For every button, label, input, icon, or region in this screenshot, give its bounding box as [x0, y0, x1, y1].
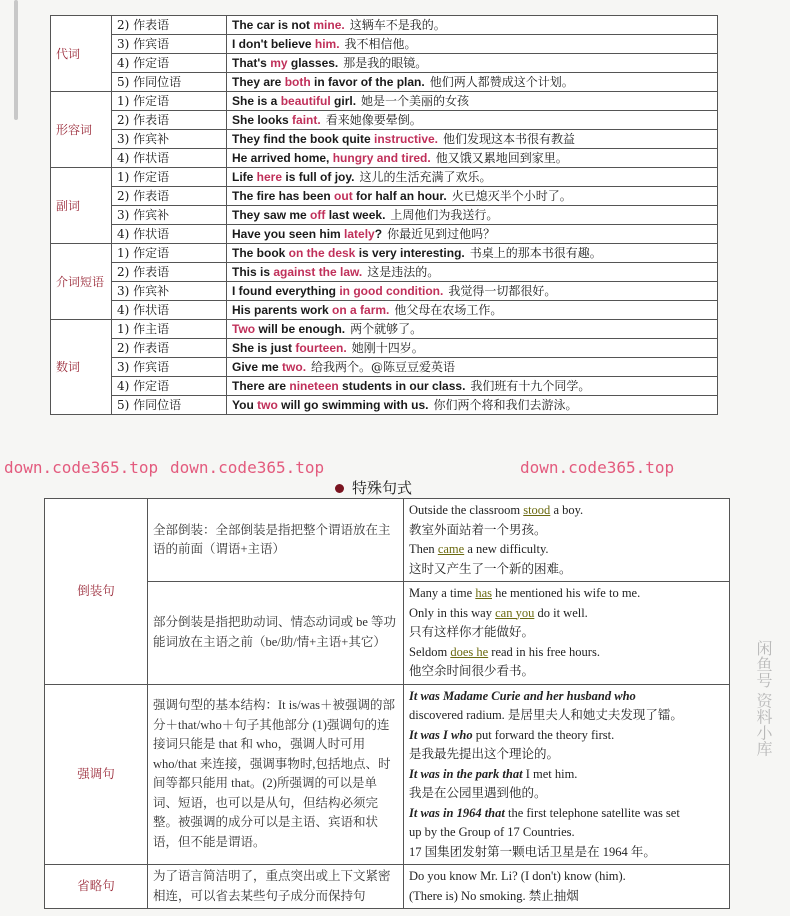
- example-text: I met him.: [522, 766, 578, 781]
- example-text: mine.: [313, 18, 345, 32]
- example-text: has: [475, 586, 492, 600]
- translation: 两个就够了。: [350, 322, 423, 336]
- example-text: nineteen: [289, 379, 339, 393]
- example-text: She looks: [232, 113, 293, 127]
- example-text: out: [334, 189, 353, 203]
- category-cell: 强调句: [45, 684, 148, 865]
- example-cell: [227, 206, 718, 225]
- example-line: [409, 604, 724, 624]
- example-text: Do you know Mr. Li? (I don't) know (him).: [409, 869, 626, 883]
- table-row: [51, 187, 718, 206]
- example-line: [409, 501, 724, 521]
- example-text: fourteen.: [295, 341, 347, 355]
- role-cell: 5) 作同位语: [112, 73, 227, 92]
- example-text: put forward the theory first.: [472, 727, 615, 742]
- role-cell: 1) 作定语: [112, 92, 227, 111]
- role-cell: 1) 作定语: [112, 168, 227, 187]
- table-row: [51, 339, 718, 358]
- example-line: [409, 765, 724, 785]
- example-text: here: [256, 170, 283, 184]
- example-text: 这时又产生了一个新的困难。: [409, 561, 572, 576]
- table-row: [51, 282, 718, 301]
- translation: 看来她像要晕倒。: [325, 113, 422, 127]
- translation: 这儿的生活充满了欢乐。: [359, 170, 492, 184]
- example-text: on the desk: [288, 246, 356, 260]
- table-row: [51, 168, 718, 187]
- example-cell: [227, 396, 718, 415]
- example-text: glasses.: [287, 56, 339, 70]
- table-row: [51, 377, 718, 396]
- example-line: [409, 662, 724, 682]
- role-cell: 4) 作状语: [112, 301, 227, 320]
- example-text: two: [257, 398, 278, 412]
- example-text: Only in this way: [409, 605, 496, 620]
- table-row: [45, 865, 730, 909]
- translation: 她是一个美丽的女孩: [361, 94, 470, 108]
- example-cell: [404, 865, 730, 909]
- table-row: [45, 582, 730, 685]
- example-text: 教室外面站着一个男孩。: [409, 522, 547, 537]
- example-line: [409, 706, 724, 726]
- example-text: off: [310, 208, 326, 222]
- translation: 你最近见到过他吗？: [387, 227, 496, 241]
- table-row: [51, 35, 718, 54]
- table-row: [51, 320, 718, 339]
- category-cell: 倒装句: [45, 499, 148, 685]
- example-cell: [404, 582, 730, 685]
- table-row: [51, 206, 718, 225]
- bullet-icon: [335, 484, 344, 493]
- example-text: in good condition.: [339, 284, 444, 298]
- example-line: [409, 823, 724, 843]
- special-sentence-table: [44, 498, 730, 909]
- example-cell: [227, 358, 718, 377]
- table-row: [51, 244, 718, 263]
- example-cell: [227, 301, 718, 320]
- table-row: [45, 684, 730, 865]
- example-cell: [227, 282, 718, 301]
- translation: 他又饿又累地回到家里。: [435, 151, 568, 165]
- example-cell: [227, 263, 718, 282]
- category-cell: 省略句: [45, 865, 148, 909]
- example-text: His parents work: [232, 303, 333, 317]
- translation: 他父母在农场工作。: [394, 303, 503, 317]
- example-line: [409, 687, 724, 707]
- example-text: the first telephone satellite was set: [504, 805, 680, 820]
- example-line: [409, 623, 724, 643]
- example-text: a new difficulty.: [464, 542, 549, 556]
- example-text: The book: [232, 246, 289, 260]
- example-text: 17 国集团发射第一颗电话卫星是在 1964 年。: [409, 844, 656, 859]
- example-cell: [227, 225, 718, 244]
- example-cell: [227, 244, 718, 263]
- example-text: beautiful: [280, 94, 331, 108]
- role-cell: 2) 作表语: [112, 111, 227, 130]
- category-cell: 介词短语: [51, 244, 112, 320]
- example-line: [409, 521, 724, 541]
- example-line: [409, 887, 724, 907]
- example-text: him.: [314, 37, 340, 51]
- role-cell: 3) 作宾补: [112, 282, 227, 301]
- table-row: [51, 358, 718, 377]
- example-line: [409, 584, 724, 604]
- translation: 火已熄灭半个小时了。: [451, 189, 572, 203]
- role-cell: 2) 作表语: [112, 16, 227, 35]
- table-row: [45, 499, 730, 582]
- example-cell: [227, 187, 718, 206]
- example-text: I found everything: [232, 284, 340, 298]
- table-row: [51, 225, 718, 244]
- translation: 她刚十四岁。: [351, 341, 424, 355]
- example-text: faint.: [292, 113, 321, 127]
- role-cell: 5) 作同位语: [112, 396, 227, 415]
- table-row: [51, 16, 718, 35]
- role-cell: 2) 作表语: [112, 187, 227, 206]
- translation: 他们发现这本书很有教益: [443, 132, 576, 146]
- role-cell: 1) 作定语: [112, 244, 227, 263]
- example-line: [409, 784, 724, 804]
- table-row: [51, 149, 718, 168]
- example-text: ?: [374, 227, 383, 241]
- example-text: He arrived home,: [232, 151, 333, 165]
- example-line: [409, 560, 724, 580]
- translation: 这是违法的。: [367, 265, 440, 279]
- description-cell: 部分倒装是指把助动词、情态动词或 be 等功能词放在主语之前（be/助/情+主语+其它）: [148, 582, 404, 685]
- example-text: It was in 1964 that: [409, 805, 505, 820]
- example-text: 只有这样你才能做好。: [409, 625, 535, 639]
- example-text: (There is) No smoking. 禁止抽烟: [409, 888, 579, 903]
- example-text: There are: [232, 379, 290, 393]
- table-row: [51, 263, 718, 282]
- category-cell: 形容词: [51, 92, 112, 168]
- translation: 你们两个将和我们去游泳。: [433, 398, 578, 412]
- example-line: [409, 643, 724, 663]
- translation: 我觉得一切都很好。: [448, 284, 557, 298]
- example-text: They are: [232, 75, 285, 89]
- role-cell: 3) 作宾语: [112, 35, 227, 54]
- role-cell: 3) 作宾补: [112, 206, 227, 225]
- example-text: Seldom: [409, 644, 451, 659]
- example-cell: [227, 73, 718, 92]
- watermark: down.code365.top: [170, 458, 325, 477]
- role-cell: 4) 作定语: [112, 54, 227, 73]
- example-text: You: [232, 398, 258, 412]
- example-text: against the law.: [273, 265, 363, 279]
- example-cell: [227, 111, 718, 130]
- example-text: That's: [232, 56, 271, 70]
- table-row: [51, 301, 718, 320]
- example-line: [409, 843, 724, 863]
- example-text: two.: [282, 360, 307, 374]
- logo-watermark: 闲鱼号 资料小库: [754, 640, 771, 757]
- role-cell: 4) 作定语: [112, 377, 227, 396]
- role-cell: 2) 作表语: [112, 263, 227, 282]
- example-cell: [227, 320, 718, 339]
- role-cell: 1) 作主语: [112, 320, 227, 339]
- example-text: is full of joy.: [282, 170, 355, 184]
- example-text: Life: [232, 170, 257, 184]
- example-text: It was I who: [409, 727, 473, 742]
- example-text: will go swimming with us.: [277, 398, 429, 412]
- example-text: She is a: [232, 94, 281, 108]
- category-cell: 数词: [51, 320, 112, 415]
- translation: 他们两人都赞成这个计划。: [429, 75, 574, 89]
- example-cell: [227, 339, 718, 358]
- table-row: [51, 111, 718, 130]
- translation: 给我两个。@陈豆豆爱英语: [311, 360, 456, 374]
- example-text: up by the Group of 17 Countries.: [409, 825, 575, 839]
- example-cell: [227, 130, 718, 149]
- example-cell: [227, 168, 718, 187]
- example-cell: [404, 499, 730, 582]
- role-cell: 3) 作宾补: [112, 130, 227, 149]
- example-cell: [404, 684, 730, 865]
- translation: 我们班有十九个同学。: [470, 379, 591, 393]
- role-cell: 4) 作状语: [112, 149, 227, 168]
- example-text: Outside the classroom: [409, 503, 524, 517]
- example-text: The fire has been: [232, 189, 335, 203]
- example-text: discovered radium. 是居里夫人和她丈夫发现了镭。: [409, 708, 683, 722]
- example-cell: [227, 54, 718, 73]
- role-cell: 4) 作状语: [112, 225, 227, 244]
- table-row: [51, 396, 718, 415]
- scrollbar[interactable]: [14, 0, 18, 120]
- word-function-table: [50, 15, 718, 415]
- example-text: girl.: [330, 94, 357, 108]
- example-text: last week.: [325, 208, 386, 222]
- description-cell: 强调句型的基本结构：It is/was＋被强调的部分＋that/who＋句子其他部分 (1)强调句的连接词只能是 that 和 who，强调人时可用 who/that 来连接，强调事物时,包括地点、时间等都只能用 that。(2)所强调的可以是单词、短语，也可以是从句，但结构必须完整。被强调的成分可以是主语、宾语和状语，但不能是谓语。: [148, 684, 404, 865]
- example-text: students in our class.: [338, 379, 466, 393]
- example-text: 他空余时间很少看书。: [409, 664, 535, 678]
- translation: 书桌上的那本书很有趣。: [469, 246, 602, 260]
- category-cell: 副词: [51, 168, 112, 244]
- example-text: 是我最先提出这个理论的。: [409, 747, 560, 761]
- example-line: [409, 540, 724, 560]
- example-line: [409, 745, 724, 765]
- example-text: Then: [409, 542, 438, 556]
- example-text: is very interesting.: [355, 246, 465, 260]
- example-text: he mentioned his wife to me.: [491, 586, 641, 600]
- example-text: It was in the park that: [409, 766, 523, 781]
- watermark: down.code365.top: [4, 458, 159, 477]
- example-text: came: [437, 542, 465, 556]
- example-text: read in his free hours.: [488, 644, 600, 659]
- role-cell: 3) 作宾语: [112, 358, 227, 377]
- example-text: Have you seen him: [232, 227, 345, 241]
- watermark: down.code365.top: [520, 458, 675, 477]
- example-text: This is: [232, 265, 274, 279]
- example-text: stood: [523, 503, 551, 517]
- example-text: Two: [232, 322, 256, 336]
- example-text: my: [270, 56, 288, 70]
- description-cell: 全部倒装：全部倒装是指把整个谓语放在主语的前面（谓语+主语）: [148, 499, 404, 582]
- example-line: [409, 867, 724, 887]
- example-text: in favor of the plan.: [310, 75, 425, 89]
- example-text: both: [284, 75, 311, 89]
- example-text: do it well.: [534, 605, 588, 620]
- example-cell: [227, 149, 718, 168]
- example-text: They saw me: [232, 208, 311, 222]
- example-text: It was Madame Curie and her husband who: [409, 688, 636, 703]
- example-cell: [227, 16, 718, 35]
- example-text: She is just: [232, 341, 296, 355]
- table-row: [51, 92, 718, 111]
- table-row: [51, 73, 718, 92]
- example-text: They find the book quite: [232, 132, 374, 146]
- category-cell: 代词: [51, 16, 112, 92]
- example-text: I don't believe: [232, 37, 315, 51]
- example-text: 我是在公园里遇到他的。: [409, 786, 547, 800]
- section-title: 特殊句式: [335, 479, 412, 497]
- example-line: [409, 804, 724, 824]
- translation: 我不相信他。: [344, 37, 417, 51]
- example-text: hungry and tired.: [332, 151, 431, 165]
- example-text: on a farm.: [332, 303, 390, 317]
- role-cell: 2) 作表语: [112, 339, 227, 358]
- translation: 上周他们为我送行。: [390, 208, 499, 222]
- example-text: a boy.: [550, 503, 584, 517]
- example-cell: [227, 35, 718, 54]
- example-text: instructive.: [374, 132, 439, 146]
- example-cell: [227, 92, 718, 111]
- example-text: Give me: [232, 360, 283, 374]
- translation: 这辆车不是我的。: [349, 18, 446, 32]
- table-row: [51, 54, 718, 73]
- translation: 那是我的眼镜。: [343, 56, 428, 70]
- example-line: [409, 726, 724, 746]
- example-cell: [227, 377, 718, 396]
- example-text: can you: [495, 605, 535, 620]
- example-text: lately: [344, 227, 375, 241]
- example-text: does he: [450, 644, 489, 659]
- example-text: Many a time: [409, 586, 476, 600]
- table-row: [51, 130, 718, 149]
- example-text: will be enough.: [255, 322, 346, 336]
- example-text: The car is not: [232, 18, 314, 32]
- description-cell: 为了语言简洁明了，重点突出或上下文紧密相连，可以省去某些句子成分而保持句: [148, 865, 404, 909]
- example-text: for half an hour.: [352, 189, 447, 203]
